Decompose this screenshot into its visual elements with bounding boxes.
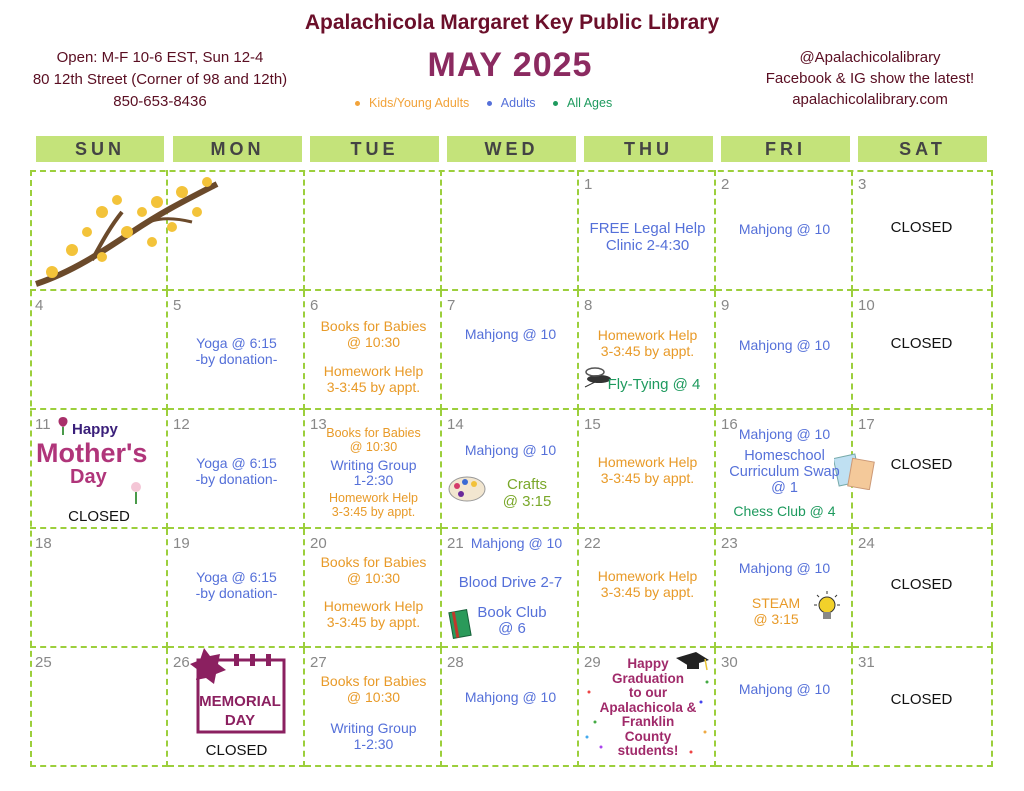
closed-label: CLOSED xyxy=(890,456,953,473)
calendar-cell xyxy=(716,648,853,767)
closed-label: CLOSED xyxy=(890,691,953,708)
calendar-cell xyxy=(30,170,168,291)
event-mahjong: Mahjong @ 10 xyxy=(464,442,557,458)
calendar-cell xyxy=(305,410,442,529)
date-number: 17 xyxy=(858,416,875,433)
date-number: 12 xyxy=(173,416,190,433)
date-number: 2 xyxy=(721,176,730,193)
memorial-day-text: MEMORIAL DAY xyxy=(199,693,281,729)
social-info xyxy=(730,47,1010,110)
closed-label: CLOSED xyxy=(205,742,268,759)
calendar-cell xyxy=(168,170,305,291)
event-writing-group: Writing Group 1-2:30 xyxy=(330,720,417,752)
date-number: 14 xyxy=(447,416,464,433)
event-books-for-babies: Books for Babies @ 10:30 xyxy=(326,426,421,454)
date-number: 28 xyxy=(447,654,464,671)
event-homework-help: Homework Help 3-3:45 by appt. xyxy=(323,598,424,630)
calendar-cell xyxy=(30,648,168,767)
social-handle: @Apalachicolalibrary xyxy=(799,49,941,66)
event-mahjong: Mahjong @ 10 xyxy=(464,689,557,705)
date-number: 8 xyxy=(584,297,593,314)
event-mahjong: Mahjong @ 10 xyxy=(470,535,563,551)
date-number: 10 xyxy=(858,297,875,314)
calendar-cell xyxy=(579,410,716,529)
event-curriculum-swap: Homeschool Curriculum Swap @ 1 xyxy=(729,448,840,496)
date-number: 5 xyxy=(173,297,182,314)
event-blood-drive: Blood Drive 2-7 xyxy=(458,574,563,591)
legend-dot-icon xyxy=(355,101,360,106)
event-homework-help: Homework Help 3-3:45 by appt. xyxy=(597,327,698,359)
legend-dot-icon xyxy=(553,101,558,106)
calendar-cell xyxy=(716,529,853,648)
date-number: 31 xyxy=(858,654,875,671)
legend xyxy=(355,96,626,110)
event-books-for-babies: Books for Babies @ 10:30 xyxy=(320,318,427,350)
date-number: 9 xyxy=(721,297,730,314)
event-mahjong: Mahjong @ 10 xyxy=(738,560,831,576)
date-number: 15 xyxy=(584,416,601,433)
date-number: 20 xyxy=(310,535,327,552)
library-title: Apalachicola Margaret Key Public Library xyxy=(304,11,720,34)
calendar-cell xyxy=(853,291,993,410)
legend-kids: Kids/Young Adults xyxy=(355,96,469,110)
tulip-icon xyxy=(54,413,72,435)
library-info xyxy=(10,47,310,113)
calendar-cell xyxy=(305,291,442,410)
calendar-cell xyxy=(168,529,305,648)
event-mahjong: Mahjong @ 10 xyxy=(738,426,831,442)
legend-adults: Adults xyxy=(487,96,536,110)
calendar-cell xyxy=(442,170,579,291)
date-number: 7 xyxy=(447,297,456,314)
calendar-cell xyxy=(30,410,168,529)
date-number: 24 xyxy=(858,535,875,552)
day-header-sun: SUN xyxy=(36,136,164,162)
calendar-cell xyxy=(853,410,993,529)
date-number: 25 xyxy=(35,654,52,671)
closed-label: CLOSED xyxy=(890,335,953,352)
social-note: Facebook & IG show the latest! xyxy=(765,70,975,87)
graduation-message: Happy Graduation to our Apalachicola & Franklin County students! xyxy=(599,656,697,758)
day-header-wed: WED xyxy=(447,136,576,162)
calendar-cell xyxy=(305,648,442,767)
closed-label: CLOSED xyxy=(890,219,953,236)
event-homework-help: Homework Help 3-3:45 by appt. xyxy=(329,491,418,519)
date-number: 21 xyxy=(447,535,464,552)
date-number: 6 xyxy=(310,297,319,314)
event-mahjong: Mahjong @ 10 xyxy=(738,337,831,353)
event-books-for-babies: Books for Babies @ 10:30 xyxy=(320,673,427,705)
event-mahjong: Mahjong @ 10 xyxy=(738,221,831,237)
mothers-day-day: Day xyxy=(70,466,107,488)
calendar-cell xyxy=(442,410,579,529)
closed-label: CLOSED xyxy=(890,576,953,593)
calendar-cell xyxy=(853,648,993,767)
calendar-cell xyxy=(442,291,579,410)
calendar-cell xyxy=(30,291,168,410)
date-number: 27 xyxy=(310,654,327,671)
mothers-day-happy: Happy xyxy=(72,421,118,438)
calendar-cell xyxy=(442,529,579,648)
date-number: 18 xyxy=(35,535,52,552)
calendar-cell xyxy=(579,170,716,291)
date-number: 11 xyxy=(35,416,51,433)
calendar-cell xyxy=(579,529,716,648)
event-book-club: Book Club @ 6 xyxy=(477,604,547,637)
date-number: 1 xyxy=(584,176,593,193)
event-steam: STEAM @ 3:15 xyxy=(751,595,801,627)
event-legal-help: FREE Legal Help Clinic 2-4:30 xyxy=(589,220,706,254)
event-crafts: Crafts @ 3:15 xyxy=(502,476,552,510)
date-number: 13 xyxy=(310,416,327,433)
event-chess-club: Chess Club @ 4 xyxy=(733,503,836,519)
phone-text: 850-653-8436 xyxy=(113,93,207,110)
calendar-cell xyxy=(716,170,853,291)
date-number: 22 xyxy=(584,535,601,552)
date-number: 23 xyxy=(721,535,738,552)
event-yoga: Yoga @ 6:15 -by donation- xyxy=(195,569,278,601)
event-fly-tying: Fly-Tying @ 4 xyxy=(607,376,701,393)
event-homework-help: Homework Help 3-3:45 by appt. xyxy=(597,454,698,486)
event-writing-group: Writing Group 1-2:30 xyxy=(330,457,417,488)
flower-icon xyxy=(126,480,146,504)
event-mahjong: Mahjong @ 10 xyxy=(464,326,557,342)
event-yoga: Yoga @ 6:15 -by donation- xyxy=(195,455,278,487)
calendar-cell xyxy=(716,410,853,529)
event-books-for-babies: Books for Babies @ 10:30 xyxy=(320,554,427,586)
event-homework-help: Homework Help 3-3:45 by appt. xyxy=(597,568,698,600)
calendar-cell xyxy=(168,648,305,767)
calendar-cell xyxy=(579,291,716,410)
calendar-cell xyxy=(442,648,579,767)
calendar-cell xyxy=(579,648,716,767)
calendar-cell xyxy=(168,410,305,529)
date-number: 16 xyxy=(721,416,738,433)
date-number: 26 xyxy=(173,654,190,671)
date-number: 19 xyxy=(173,535,190,552)
month-title: MAY 2025 xyxy=(427,46,593,84)
day-header-mon: MON xyxy=(173,136,302,162)
legend-dot-icon xyxy=(487,101,492,106)
event-homework-help: Homework Help 3-3:45 by appt. xyxy=(323,363,424,395)
calendar-cell xyxy=(168,291,305,410)
calendar-cell xyxy=(30,529,168,648)
address-text: 80 12th Street (Corner of 98 and 12th) xyxy=(32,71,288,88)
closed-label: CLOSED xyxy=(68,508,130,525)
date-number: 3 xyxy=(858,176,867,193)
calendar-cell xyxy=(853,529,993,648)
event-yoga: Yoga @ 6:15 -by donation- xyxy=(195,335,278,367)
event-mahjong: Mahjong @ 10 xyxy=(738,681,831,697)
paint-palette-icon xyxy=(447,474,487,504)
day-header-fri: FRI xyxy=(721,136,850,162)
calendar-cell xyxy=(305,170,442,291)
legend-all-ages: All Ages xyxy=(553,96,612,110)
lightbulb-icon xyxy=(810,589,844,627)
day-header-tue: TUE xyxy=(310,136,439,162)
calendar-cell xyxy=(305,529,442,648)
calendar-cell xyxy=(716,291,853,410)
hours-text: Open: M-F 10-6 EST, Sun 12-4 xyxy=(56,49,264,66)
date-number: 29 xyxy=(584,654,601,671)
day-header-thu: THU xyxy=(584,136,713,162)
calendar-cell xyxy=(853,170,993,291)
mothers-day-title: Mother's xyxy=(36,438,148,468)
website-text: apalachicolalibrary.com xyxy=(792,91,948,108)
day-header-sat: SAT xyxy=(858,136,987,162)
date-number: 30 xyxy=(721,654,738,671)
date-number: 4 xyxy=(35,297,44,314)
